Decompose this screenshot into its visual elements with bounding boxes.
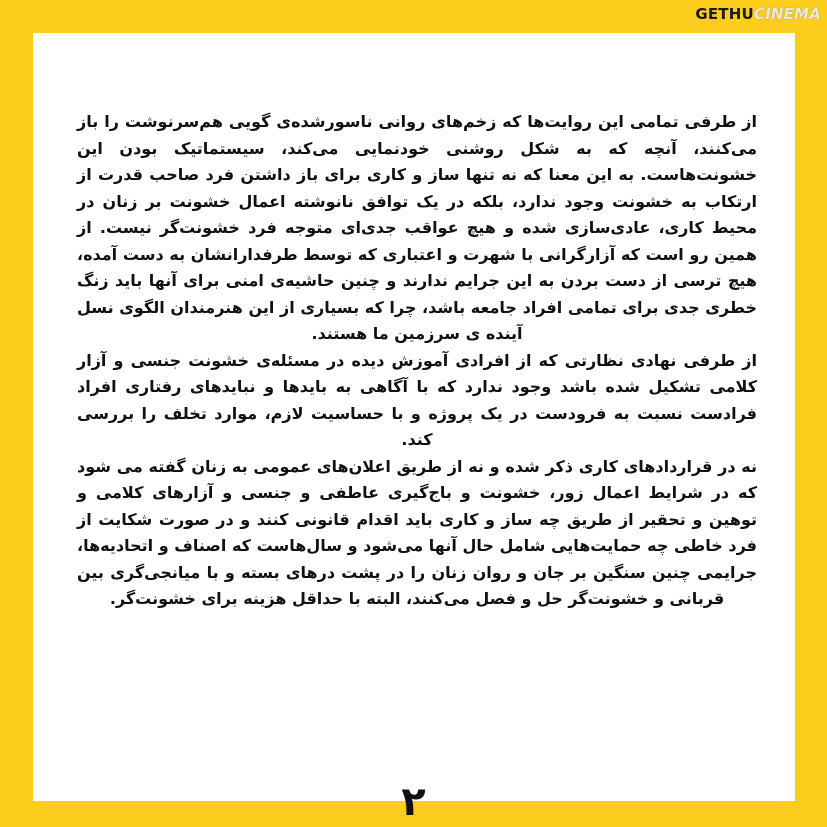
article-body [77,109,757,613]
logo-text-gethu: GETHU [695,5,754,23]
content-card [33,33,795,801]
paragraph-2: از طرفی نهادی نظارتی که از افرادی آموزش دیده در مسئله‌ی خشونت جنسی و آزار کلامی تشکیل شده باشد وجود ندارد که با آگاهی به بایدها و نبایدهای رفتاری افراد فرادست نسبت به فرودست در یک پروژه و با حساسیت لازم، موارد تخلف را بررسی کند. [77,350,757,449]
logo-text-cinema: CINEMA [753,5,821,23]
paragraph-3: نه در قراردادهای کاری ذکر شده و نه از طریق اعلان‌های عمومی به زنان گفته می شود که در شرایط اعمال زور، خشونت و باج‌گیری عاطفی و جنسی و آزارهای کلامی و توهین و تحقیر از طریق چه ساز و کاری باید اقدام قانونی کنند و در صورت شکایت از فرد خاطی چه حمایت‌هایی شامل حال آنها می‌شود و سال‌هاست که اصناف و اتحادیه‌ها، جرایمی چنین سنگین بر جان و روان زنان را در پشت درهای بسته و با میانجی‌گری بین قربانی و خشونت‌گر حل و فصل می‌کنند، البته با حداقل هزینه برای خشونت‌گر. [77,456,757,608]
gethucinema-logo [695,5,821,23]
page-number: ۲ [401,779,426,825]
paragraph-1: از طرفی تمامی این روایت‌ها که زخم‌های روانی ناسورشده‌ی گویی هم‌سرنوشت را باز می‌کنند، آنچه که به شکل روشنی خودنمایی می‌کند، سیستماتیک بودن این خشونت‌هاست. به این معنا که نه تنها ساز و کاری برای باز داشتن فرد صاحب قدرت از ارتکاب به خشونت وجود ندارد، بلکه در یک توافق نانوشته اعمال خشونت بر زنان در محیط کاری، عادی‌سازی شده و هیچ عواقب جدی‌ای متوجه فرد خشونت‌گر نیست. از همین رو است که آزارگرانی با شهرت و اعتباری که توسط طرفدارانشان به دست آمده، هیچ ترسی از دست بردن به این جرایم ندارند و چنین حاشیه‌ی امنی برای آنها باید زنگ خطری جدی برای تمامی افراد جامعه باشد، چرا که بسیاری از این هنرمندان الگوی نسل آینده ی سرزمین ما هستند. [77,112,757,343]
